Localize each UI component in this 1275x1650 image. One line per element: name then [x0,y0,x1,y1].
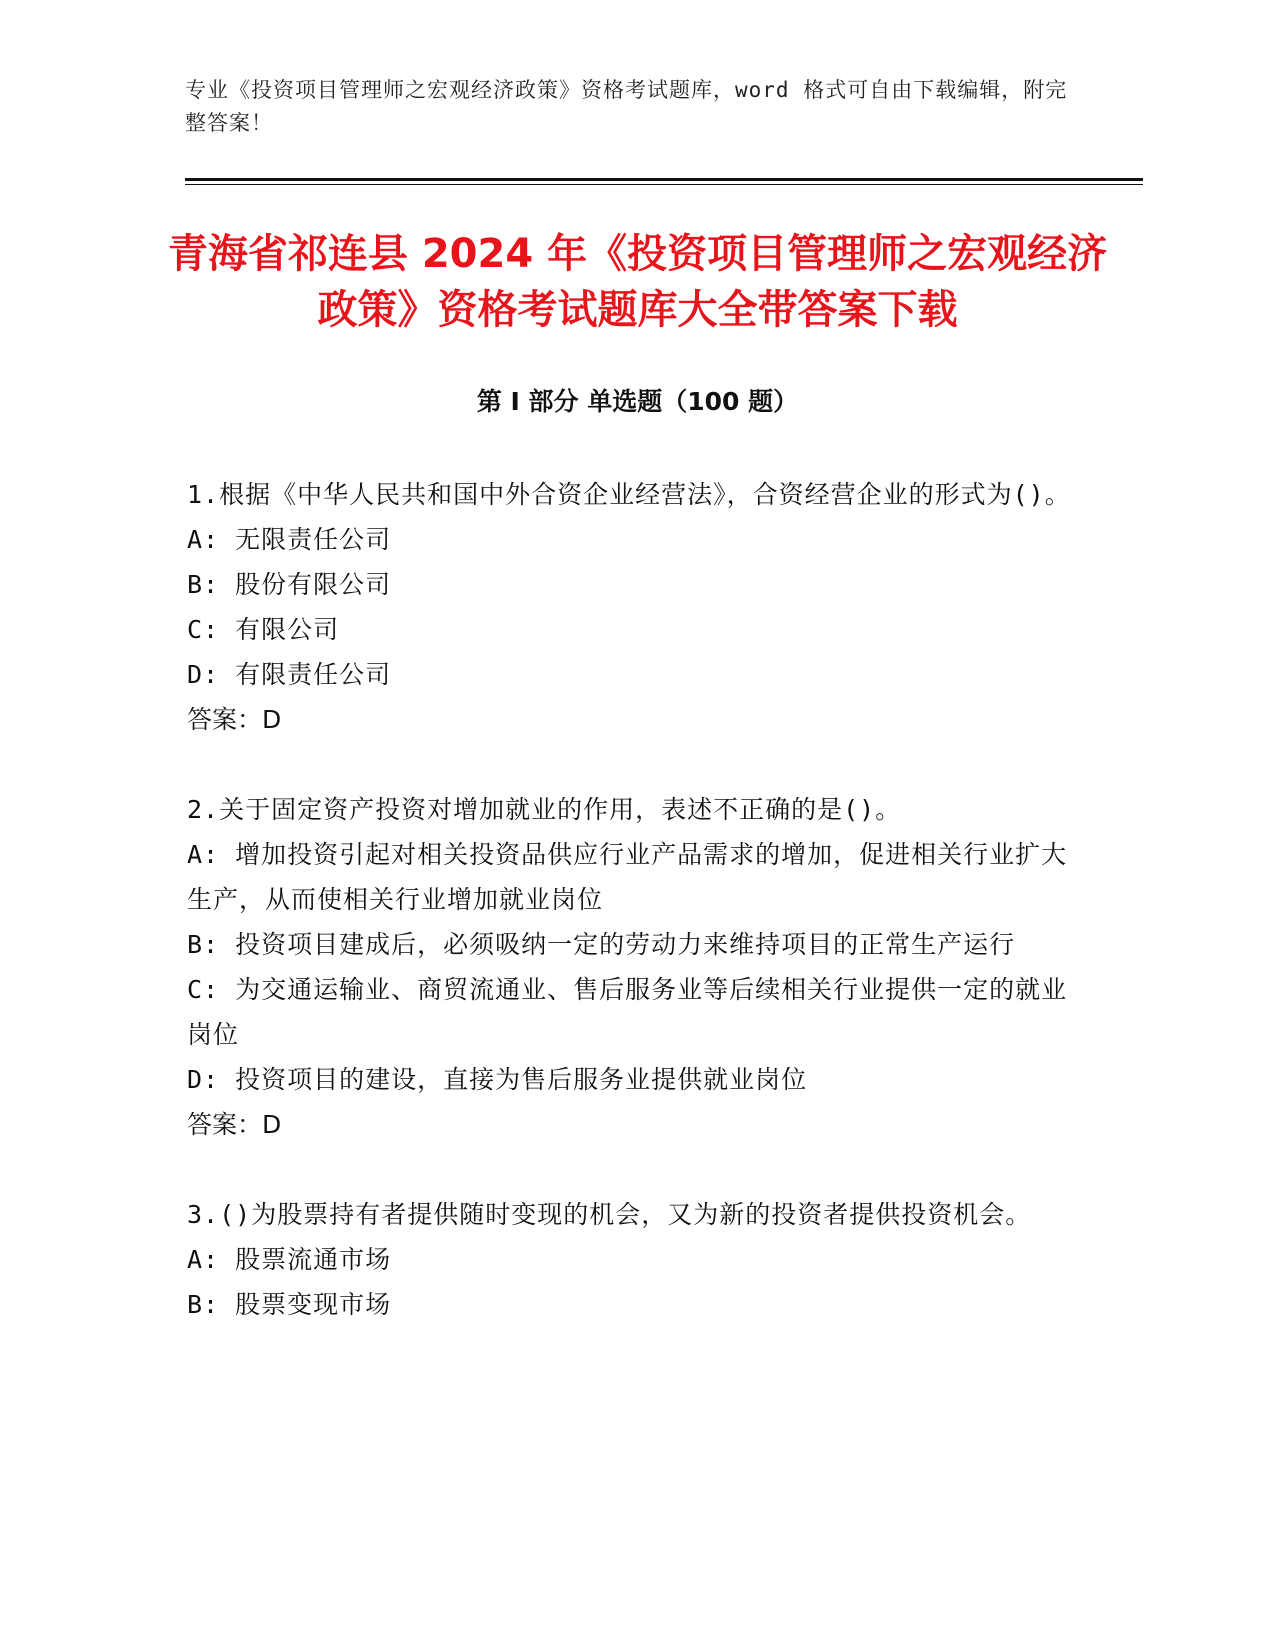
question-stem: 1.根据《中华人民共和国中外合资企业经营法》，合资经营企业的形式为()。 [187,480,1071,509]
option-b: B: 股票变现市场 [187,1290,392,1319]
question-2 [187,787,1087,1147]
option-c: C: 有限公司 [187,615,340,644]
option-b: B: 投资项目建成后，必须吸纳一定的劳动力来维持项目的正常生产运行 [187,930,1016,959]
section-title: 第 I 部分 单选题（100 题） [476,387,799,416]
header-note: 专业《投资项目管理师之宏观经济政策》资格考试题库，word 格式可自由下载编辑，附完整答案！ [185,78,1068,135]
question-stem: 3.()为股票持有者提供随时变现的机会，又为新的投资者提供投资机会。 [187,1200,1032,1229]
option-d: D: 有限责任公司 [187,660,392,689]
question-list [187,472,1087,1372]
option-a: A: 无限责任公司 [187,525,392,554]
header-divider-thick [185,178,1143,181]
option-a: A: 股票流通市场 [187,1245,392,1274]
document-title: 青海省祁连县 2024 年《投资项目管理师之宏观经济政策》资格考试题库大全带答案下载 [167,231,1108,333]
answer: 答案：D [187,1110,282,1139]
option-d: D: 投资项目的建设，直接为售后服务业提供就业岗位 [187,1065,808,1094]
answer: 答案：D [187,705,282,734]
option-a: A: 增加投资引起对相关投资品供应行业产品需求的增加，促进相关行业扩大生产，从而使相关行业增加就业岗位 [187,840,1068,914]
question-1 [187,472,1087,742]
question-stem: 2.关于固定资产投资对增加就业的作用，表述不正确的是()。 [187,795,902,824]
option-b: B: 股份有限公司 [187,570,392,599]
question-3 [187,1192,1087,1327]
option-c: C: 为交通运输业、商贸流通业、售后服务业等后续相关行业提供一定的就业岗位 [187,975,1068,1049]
header-divider-thin [185,184,1143,185]
